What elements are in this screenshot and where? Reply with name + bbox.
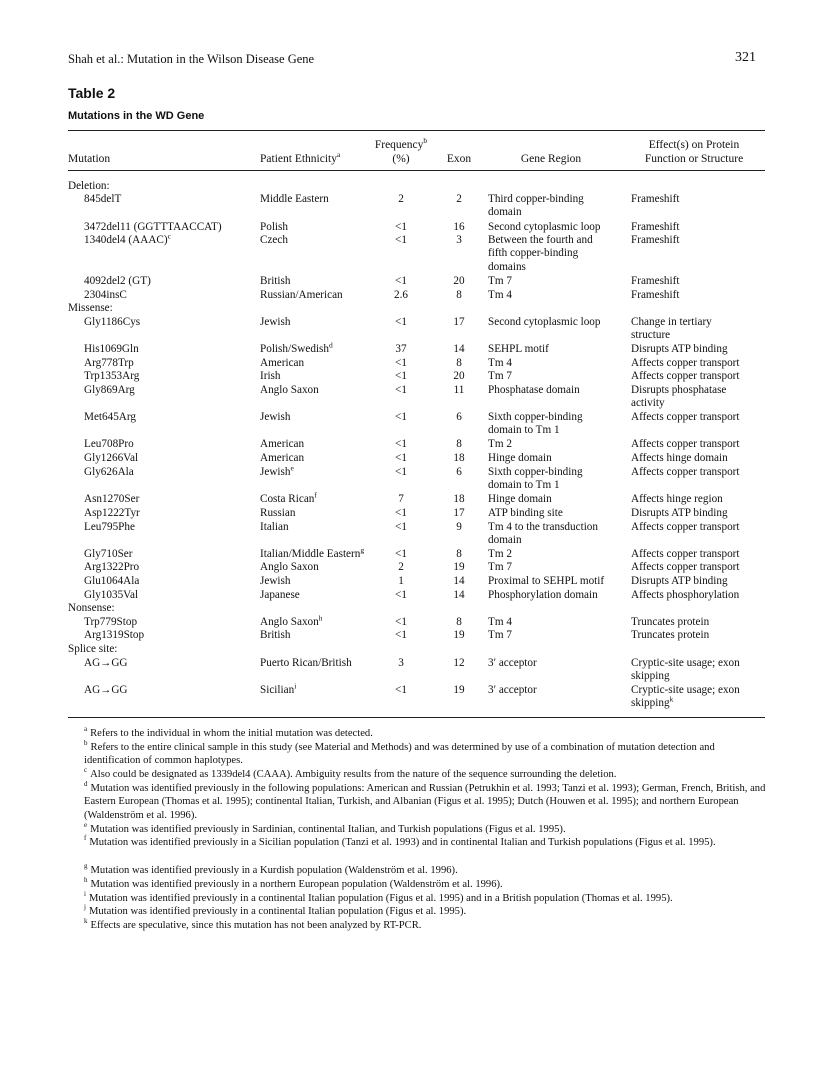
cell-gene-region: Tm 4 bbox=[488, 357, 512, 369]
cell-gene-region: Tm 2 bbox=[488, 438, 512, 450]
cell-frequency: 1 bbox=[398, 575, 404, 587]
cell-exon: 18 bbox=[453, 452, 465, 464]
cell-gene-region: Phosphorylation domain bbox=[488, 589, 598, 601]
cell-frequency: 3 bbox=[398, 657, 404, 669]
cell-mutation: 2304insC bbox=[84, 289, 127, 301]
cell-ethnicity: Japanese bbox=[260, 589, 300, 601]
footnote bbox=[84, 864, 766, 877]
footnote-mark: h bbox=[84, 876, 88, 885]
table-top-rule bbox=[68, 130, 765, 131]
cell-exon: 18 bbox=[453, 493, 465, 505]
cell-ethnicity: Russian bbox=[260, 507, 296, 519]
footnote bbox=[84, 823, 766, 836]
table-title: Mutations in the WD Gene bbox=[68, 110, 205, 122]
footnote-mark: j bbox=[84, 903, 86, 912]
footnote-text: Mutation was identified previously in a continental Italian population (Figus et al. 1995) and in a British population (Thomas et al. 1995). bbox=[88, 893, 673, 904]
cell-effect: Affects hinge domain bbox=[631, 452, 728, 464]
footnote bbox=[84, 782, 766, 822]
cell-mutation: 1340del4 (AAAC)$^c$ bbox=[84, 231, 171, 246]
cell-gene-region: Hinge domain bbox=[488, 452, 552, 464]
cell-frequency: 2 bbox=[398, 561, 404, 573]
cell-exon: 2 bbox=[456, 193, 462, 205]
cell-mutation: Gly710Ser bbox=[84, 548, 133, 560]
cell-frequency: 2 bbox=[398, 193, 404, 205]
cell-effect: Disrupts phosphatase activity bbox=[631, 384, 727, 410]
cell-exon: 19 bbox=[453, 684, 465, 696]
cell-frequency: <1 bbox=[395, 438, 407, 450]
cell-exon: 19 bbox=[453, 561, 465, 573]
cell-frequency: <1 bbox=[395, 452, 407, 464]
cell-mutation: Leu708Pro bbox=[84, 438, 134, 450]
header-effect: Effect(s) on Protein Function or Structure bbox=[644, 139, 744, 165]
cell-gene-region: Second cytoplasmic loop bbox=[488, 316, 601, 328]
cell-effect: Affects hinge region bbox=[631, 493, 723, 505]
footnote-mark: f bbox=[84, 834, 87, 843]
section-label: Nonsense: bbox=[68, 602, 115, 614]
cell-exon: 14 bbox=[453, 575, 465, 587]
cell-gene-region: Tm 2 bbox=[488, 548, 512, 560]
cell-mutation: Gly869Arg bbox=[84, 384, 135, 396]
cell-effect: Frameshift bbox=[631, 275, 680, 287]
section-label: Deletion: bbox=[68, 180, 110, 192]
cell-mutation: Gly626Ala bbox=[84, 466, 134, 478]
cell-exon: 20 bbox=[453, 370, 465, 382]
cell-mutation: His1069Gln bbox=[84, 343, 139, 355]
footnote-text: Also could be designated as 1339del4 (CAAA). Ambiguity results from the nature of the sequence surrounding the deletion. bbox=[90, 769, 617, 780]
cell-ethnicity: Irish bbox=[260, 370, 281, 382]
table-header-rule bbox=[68, 170, 765, 171]
cell-ethnicity: Puerto Rican/British bbox=[260, 657, 352, 669]
footnote-text: Refers to the individual in whom the initial mutation was detected. bbox=[90, 728, 373, 739]
footnote-mark: b bbox=[84, 739, 88, 748]
section-label: Splice site: bbox=[68, 643, 118, 655]
cell-exon: 14 bbox=[453, 589, 465, 601]
cell-effect: Cryptic-site usage; exon skipping$^k$ bbox=[631, 684, 740, 710]
cell-exon: 8 bbox=[456, 357, 462, 369]
cell-exon: 6 bbox=[456, 411, 462, 423]
cell-gene-region: Tm 7 bbox=[488, 275, 512, 287]
cell-effect: Change in tertiary structure bbox=[631, 316, 712, 342]
cell-frequency: <1 bbox=[395, 411, 407, 423]
header-frequency: Frequency$^b$ (%) bbox=[374, 136, 428, 165]
cell-frequency: 2.6 bbox=[394, 289, 408, 301]
footnote-text: Mutation was identified previously in a continental Italian population (Figus et al. 1995). bbox=[88, 906, 467, 917]
cell-gene-region: Tm 4 to the transduction domain bbox=[488, 521, 598, 547]
footnote-mark: e bbox=[84, 821, 88, 830]
cell-frequency: <1 bbox=[395, 221, 407, 233]
cell-mutation: AG→GG bbox=[84, 684, 128, 696]
cell-ethnicity: Jewish bbox=[260, 411, 291, 423]
footnote-text: Mutation was identified previously in a Sicilian population (Tanzi et al. 1993) and in continental Italian and Turkish populations (Figus et al. 1995). bbox=[89, 837, 716, 848]
running-head: Shah et al.: Mutation in the Wilson Disease Gene bbox=[68, 52, 315, 66]
cell-mutation: AG→GG bbox=[84, 657, 128, 669]
cell-gene-region: Tm 7 bbox=[488, 561, 512, 573]
footnote-text: Mutation was identified previously in a northern European population (Waldenström et al. 1996). bbox=[90, 879, 503, 890]
cell-effect: Truncates protein bbox=[631, 616, 710, 628]
cell-gene-region: Tm 4 bbox=[488, 616, 512, 628]
cell-frequency: <1 bbox=[395, 589, 407, 601]
page-number: 321 bbox=[735, 50, 756, 65]
cell-exon: 16 bbox=[453, 221, 465, 233]
cell-gene-region: Between the fourth and fifth copper-binding domains bbox=[488, 234, 593, 273]
cell-ethnicity: American bbox=[260, 452, 305, 464]
cell-effect: Affects copper transport bbox=[631, 466, 740, 478]
cell-mutation: Gly1035Val bbox=[84, 589, 139, 601]
cell-frequency: <1 bbox=[395, 384, 407, 396]
cell-effect: Disrupts ATP binding bbox=[631, 343, 728, 355]
cell-effect: Frameshift bbox=[631, 234, 680, 246]
header-gene-region: Gene Region bbox=[520, 153, 582, 165]
cell-gene-region: 3′ acceptor bbox=[488, 657, 537, 669]
footnote-mark: k bbox=[84, 917, 88, 926]
cell-frequency: <1 bbox=[395, 521, 407, 533]
cell-ethnicity: American bbox=[260, 357, 305, 369]
cell-effect: Affects copper transport bbox=[631, 548, 740, 560]
cell-effect: Affects copper transport bbox=[631, 521, 740, 533]
cell-gene-region: Third copper-binding domain bbox=[488, 193, 584, 219]
cell-gene-region: Second cytoplasmic loop bbox=[488, 221, 601, 233]
cell-effect: Affects copper transport bbox=[631, 411, 740, 423]
cell-mutation: Glu1064Ala bbox=[84, 575, 140, 587]
cell-frequency: <1 bbox=[395, 466, 407, 478]
cell-ethnicity: Polish bbox=[260, 221, 288, 233]
cell-gene-region: Tm 4 bbox=[488, 289, 512, 301]
cell-frequency: <1 bbox=[395, 507, 407, 519]
cell-gene-region: Tm 7 bbox=[488, 629, 512, 641]
footnote-text: Refers to the entire clinical sample in this study (see Material and Methods) and was determined by use of a combination of mutation detection and identification of common haplotypes. bbox=[84, 742, 715, 767]
cell-frequency: <1 bbox=[395, 316, 407, 328]
cell-effect: Affects copper transport bbox=[631, 370, 740, 382]
cell-ethnicity: Jewish bbox=[260, 575, 291, 587]
footnote-mark: i bbox=[84, 890, 86, 899]
cell-ethnicity: British bbox=[260, 629, 291, 641]
cell-ethnicity: British bbox=[260, 275, 291, 287]
footnote bbox=[84, 905, 766, 918]
footnote-text: Mutation was identified previously in the following populations: American and Russian (Petrukhin et al. 1993; Tanzi et al. 1993); German, French, British, and Eastern European (Thomas et al. 1995); continental Italian, Turkish, and Albanian (Figus et al. 1995); Dutch (Houwen et al. 1995); and northern European (Waldenström et al. 1996). bbox=[84, 783, 766, 821]
cell-mutation: 4092del2 (GT) bbox=[84, 275, 151, 287]
cell-mutation: Arg1319Stop bbox=[84, 629, 145, 641]
cell-frequency: <1 bbox=[395, 629, 407, 641]
cell-frequency: <1 bbox=[395, 616, 407, 628]
cell-exon: 8 bbox=[456, 289, 462, 301]
section-label: Missense: bbox=[68, 302, 113, 314]
cell-mutation: Asp1222Tyr bbox=[84, 507, 140, 519]
cell-ethnicity: American bbox=[260, 438, 305, 450]
header-exon: Exon bbox=[446, 153, 472, 165]
cell-exon: 8 bbox=[456, 548, 462, 560]
cell-effect: Disrupts ATP binding bbox=[631, 507, 728, 519]
cell-frequency: 37 bbox=[395, 343, 407, 355]
cell-mutation: Gly1186Cys bbox=[84, 316, 141, 328]
cell-ethnicity: Italian/Middle Eastern$^g$ bbox=[260, 545, 365, 560]
cell-exon: 17 bbox=[453, 316, 465, 328]
footnote-mark: a bbox=[84, 725, 88, 734]
footnote bbox=[84, 727, 766, 740]
footnote bbox=[84, 892, 766, 905]
cell-effect: Cryptic-site usage; exon skipping bbox=[631, 657, 740, 683]
cell-ethnicity: Anglo Saxon bbox=[260, 561, 319, 573]
cell-gene-region: Phosphatase domain bbox=[488, 384, 580, 396]
cell-mutation: 845delT bbox=[84, 193, 122, 205]
footnote-mark: c bbox=[84, 766, 88, 775]
cell-frequency: <1 bbox=[395, 275, 407, 287]
cell-gene-region: 3′ acceptor bbox=[488, 684, 537, 696]
cell-exon: 12 bbox=[453, 657, 465, 669]
footnote bbox=[84, 919, 766, 932]
table-label: Table 2 bbox=[68, 85, 116, 101]
cell-mutation: Met645Arg bbox=[84, 411, 136, 423]
cell-frequency: <1 bbox=[395, 684, 407, 696]
cell-exon: 6 bbox=[456, 466, 462, 478]
footnote bbox=[84, 768, 766, 781]
cell-exon: 17 bbox=[453, 507, 465, 519]
cell-ethnicity: Russian/American bbox=[260, 289, 343, 301]
cell-effect: Frameshift bbox=[631, 193, 680, 205]
cell-ethnicity: Middle Eastern bbox=[260, 193, 329, 205]
cell-effect: Truncates protein bbox=[631, 629, 710, 641]
cell-exon: 14 bbox=[453, 343, 465, 355]
cell-exon: 9 bbox=[456, 521, 462, 533]
cell-gene-region: Sixth copper-binding domain to Tm 1 bbox=[488, 466, 583, 492]
cell-effect: Disrupts ATP binding bbox=[631, 575, 728, 587]
cell-mutation: Trp1353Arg bbox=[84, 370, 140, 382]
cell-ethnicity: Anglo Saxon bbox=[260, 384, 319, 396]
footnote bbox=[84, 741, 766, 768]
cell-frequency: <1 bbox=[395, 357, 407, 369]
cell-frequency: <1 bbox=[395, 548, 407, 560]
cell-gene-region: ATP binding site bbox=[488, 507, 563, 519]
footnote-text: Mutation was identified previously in a Kurdish population (Waldenström et al. 1996). bbox=[90, 865, 458, 876]
cell-effect: Frameshift bbox=[631, 221, 680, 233]
cell-gene-region: SEHPL motif bbox=[488, 343, 549, 355]
cell-ethnicity: Jewish$^e$ bbox=[260, 463, 294, 478]
cell-gene-region: Tm 7 bbox=[488, 370, 512, 382]
cell-mutation: Arg778Trp bbox=[84, 357, 134, 369]
cell-exon: 20 bbox=[453, 275, 465, 287]
cell-mutation: 3472del11 (GGTTTAACCAT) bbox=[84, 221, 222, 233]
cell-effect: Affects phosphorylation bbox=[631, 589, 740, 601]
cell-ethnicity: Sicilian$^i$ bbox=[260, 681, 297, 696]
cell-effect: Affects copper transport bbox=[631, 438, 740, 450]
table-bottom-rule bbox=[68, 717, 765, 718]
cell-exon: 3 bbox=[456, 234, 462, 246]
cell-ethnicity: Italian bbox=[260, 521, 289, 533]
cell-ethnicity: Anglo Saxon$^h$ bbox=[260, 613, 323, 628]
cell-frequency: <1 bbox=[395, 234, 407, 246]
cell-exon: 8 bbox=[456, 616, 462, 628]
footnote bbox=[84, 836, 766, 849]
cell-mutation: Gly1266Val bbox=[84, 452, 139, 464]
footnote-mark: d bbox=[84, 780, 88, 789]
footnote-mark: g bbox=[84, 862, 88, 871]
cell-mutation: Asn1270Ser bbox=[84, 493, 140, 505]
cell-effect: Affects copper transport bbox=[631, 561, 740, 573]
footnote-text: Mutation was identified previously in Sardinian, continental Italian, and Turkish populations (Figus et al. 1995). bbox=[90, 824, 566, 835]
header-mutation: Mutation bbox=[68, 153, 111, 165]
cell-exon: 11 bbox=[453, 384, 465, 396]
cell-exon: 19 bbox=[453, 629, 465, 641]
header-ethnicity: Patient Ethnicity$^a$ bbox=[260, 150, 341, 165]
cell-ethnicity: Jewish bbox=[260, 316, 291, 328]
cell-mutation: Trp779Stop bbox=[84, 616, 138, 628]
cell-frequency: 7 bbox=[398, 493, 404, 505]
cell-effect: Frameshift bbox=[631, 289, 680, 301]
cell-ethnicity: Polish/Swedish$^d$ bbox=[260, 340, 333, 355]
cell-gene-region: Proximal to SEHPL motif bbox=[488, 575, 605, 587]
cell-gene-region: Hinge domain bbox=[488, 493, 552, 505]
cell-mutation: Arg1322Pro bbox=[84, 561, 140, 573]
cell-ethnicity: Costa Rican$^f$ bbox=[260, 490, 317, 505]
cell-effect: Affects copper transport bbox=[631, 357, 740, 369]
cell-mutation: Leu795Phe bbox=[84, 521, 135, 533]
footnote bbox=[84, 878, 766, 891]
cell-frequency: <1 bbox=[395, 370, 407, 382]
footnote-text: Effects are speculative, since this mutation has not been analyzed by RT-PCR. bbox=[90, 920, 422, 931]
cell-gene-region: Sixth copper-binding domain to Tm 1 bbox=[488, 411, 583, 437]
cell-exon: 8 bbox=[456, 438, 462, 450]
cell-ethnicity: Czech bbox=[260, 234, 288, 246]
